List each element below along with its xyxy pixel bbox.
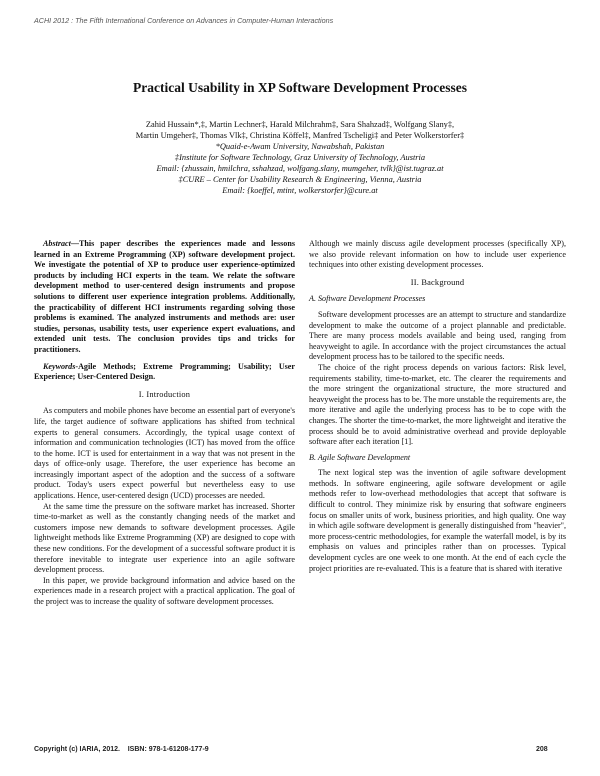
background-paragraph-1: Software development processes are an attempt to structure and standardize development to make the outcome of a project plannable and predictable. There are many process models available and being used, ranging from heavyweight to agile. In accordance with the project circumstances the actual development process has to be tailored to the specific needs. bbox=[309, 309, 566, 362]
abstract-label: Abstract bbox=[43, 239, 71, 248]
author-block bbox=[90, 119, 510, 196]
right-column bbox=[309, 239, 566, 574]
author-line-2: Martin Umgeher‡, Thomas Vlk‡, Christina Köffel‡, Manfred Tscheligi‡ and Peter Wolkerstorfer‡ bbox=[135, 131, 465, 140]
right-paragraph-0: Although we mainly discuss agile development processes (specifically XP), we also provide relevant information on how to include user experience techniques into other existing development processes. bbox=[309, 239, 566, 270]
abstract bbox=[34, 239, 295, 356]
intro-paragraph-1: As computers and mobile phones have become an essential part of everyone's life, the target audience of software applications has shifted from technical experts to general consumers. Accordingly, the typical usage context of information and communication technologies (ICT) has moved from the office to the home. ICT is used for entertainment in a way that was not present in the days of office-only usage. Therefore, the user experience has become an increasingly important aspect of the adoption and the success of a software product. Today's users expect powerful but nevertheless easy to use applications. Hence, user-centered design (UCD) processes are needed. bbox=[34, 406, 295, 501]
page-number: 208 bbox=[536, 746, 548, 753]
author-line-1: Zahid Hussain*,‡, Martin Lechner‡, Harald Milchrahm‡, Sara Shahzad‡, Wolfgang Slany‡, bbox=[145, 120, 455, 129]
footer-copyright: Copyright (c) IARIA, 2012. ISBN: 978-1-61208-177-9 bbox=[34, 746, 209, 753]
email-1: Email: {zhussain, hmilchra, sshahzad, wolfgang.slany, mumgeher, tvlk}@ist.tugraz.at bbox=[156, 164, 444, 173]
section-heading-background: II. Background bbox=[410, 277, 465, 287]
background-paragraph-3: The next logical step was the invention of agile software development methods. In software engineering, agile software development or agile methods refer to low-overhead methodologies that accept that software is difficult to control. They minimize risk by ensuring that software engineers focus on smaller units of work, business priorities, and high quality. One way in which agile software development is generally distinguished from "heavier", more process-centric methodologies, for example the waterfall model, is by its emphasis on values and principles rather than on processes. Typical development cycles are one week to one month. At the end of each cycle the project priorities are re-evaluated. This is a feature that is shared with iterative bbox=[309, 468, 566, 573]
keywords bbox=[34, 362, 295, 383]
section-heading-introduction: I. Introduction bbox=[138, 389, 191, 399]
background-paragraph-2: The choice of the right process depends on various factors: Risk level, requirements stability, time-to-market, etc. The clearer the requirements and the more stringent the organizational structure, the more structured and heavyweight the process has to be. The more unstable the requirements are, the more iterative and agile the underlying process has to be to cope with the changes. The shorter the time-to-market, the more lightweight and iterative the process should be to avoid administrative overhead and provide deployable software after each iteration [1]. bbox=[309, 362, 566, 447]
intro-paragraph-3: In this paper, we provide background information and advice based on the experiences made in a research project with a practical application. The goal of the project was to increase the quality of software development processes. bbox=[34, 575, 295, 606]
keywords-text: -Agile Methods; Extreme Programming; Usability; User Experience; User-Centered Design. bbox=[34, 361, 295, 382]
keywords-label: Keywords bbox=[43, 361, 76, 371]
left-column bbox=[34, 239, 295, 608]
subsection-heading-a: A. Software Development Processes bbox=[309, 294, 426, 304]
affiliation-3: ‡CURE – Center for Usability Research & Engineering, Vienna, Austria bbox=[178, 175, 422, 184]
paper-title: Practical Usability in XP Software Development Processes bbox=[133, 80, 467, 95]
subsection-heading-b: B. Agile Software Development bbox=[309, 452, 411, 462]
affiliation-1: *Quaid-e-Awam University, Nawabshah, Pakistan bbox=[215, 142, 385, 151]
intro-paragraph-2: At the same time the pressure on the software market has increased. Shorter time-to-market as well as the constantly changing needs of the market and customers impose new demands to software development processes. Agile lightweight methods like Extreme Programming (XP) are designed to cope with these new conditions. For the development of a successful software product it is therefore inevitable to integrate user experience into an agile software development process. bbox=[34, 501, 295, 575]
abstract-text: —This paper describes the experiences made and lessons learned in an Extreme Programming (XP) software development project. We investigate the potential of XP to produce user experience-optimized products by including HCI experts in the team. We relate the software development method to user-centered design instruments and propose solutions to different user experience integration problems. Additionally, the practicability of different HCI instruments regarding solving those problems is examined. The analyzed instruments and methods are: user studies, personas, usability tests, user experience expert evaluations, and extended unit tests. The conclusion provides tips and tricks for practitioners. bbox=[34, 239, 295, 354]
email-2: Email: {koeffel, mtint, wolkerstorfer}@cure.at bbox=[222, 186, 378, 195]
conference-header: ACHI 2012 : The Fifth International Conference on Advances in Computer-Human Interactions bbox=[34, 16, 334, 25]
affiliation-2: ‡Institute for Software Technology, Graz University of Technology, Austria bbox=[174, 153, 426, 162]
